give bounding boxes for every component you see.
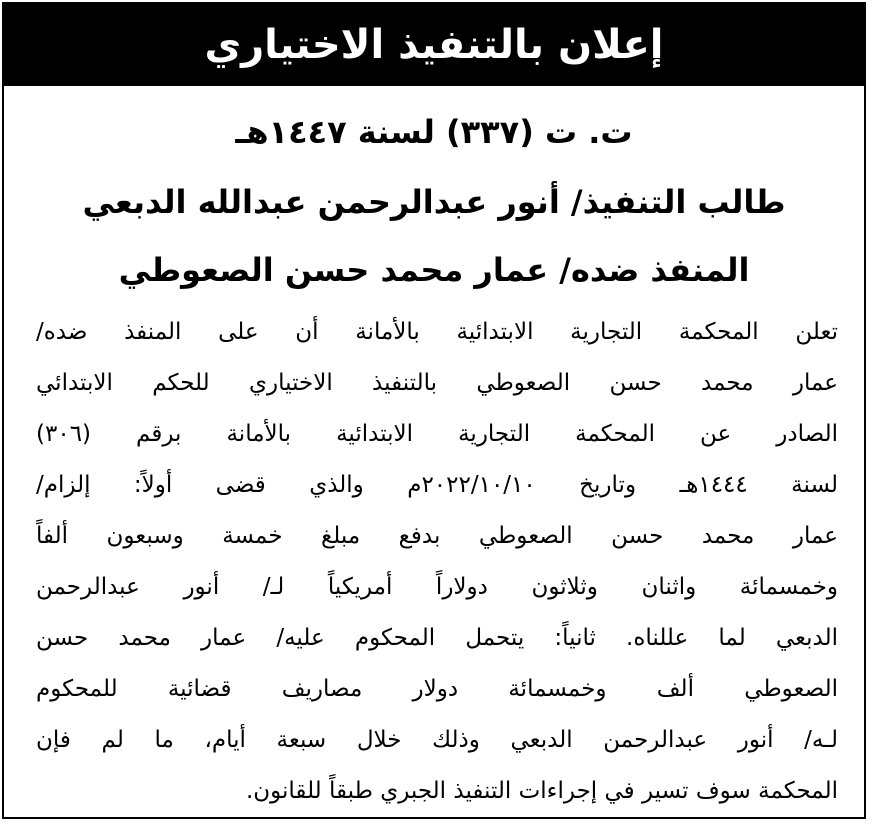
notice-title: إعلان بالتنفيذ الاختياري [204,22,664,68]
body-line: تعلن المحكمة التجارية الابتدائية بالأمانة أن على المنفذ ضده/ [36,319,838,345]
execution-respondent: المنفذ ضده/ عمار محمد حسن الصعوطي [118,251,750,289]
case-number: ت. ت (٣٣٧) لسنة ١٤٤٧هـ [235,113,633,151]
body-line: عمار محمد حسن الصعوطي بالتنفيذ الاختياري للحكم الابتدائي [36,370,838,396]
announcement-notice [2,2,866,819]
body-line: لسنة ١٤٤٤هـ وتاريخ ٢٠٢٢/١٠/١٠م والذي قضى أولاً: إلزام/ [36,472,838,498]
body-line: الصادر عن المحكمة التجارية الابتدائية بالأمانة برقم (٣٠٦) [36,421,838,447]
body-line: عمار محمد حسن الصعوطي بدفع مبلغ خمسة وسبعون ألفاً [36,523,838,549]
notice-body [36,307,838,817]
body-line: لـه/ أنور عبدالرحمن الدبعي وذلك خلال سبعة أيام، ما لم فإن [36,727,838,753]
body-line: وخمسمائة واثنان وثلاثون دولاراً أمريكياً لـ/ أنور عبدالرحمن [36,574,838,600]
body-line: المحكمة سوف تسير في إجراءات التنفيذ الجبري طبقاً للقانون. [245,778,838,804]
body-line: الدبعي لما عللناه. ثانياً: يتحمل المحكوم عليه/ عمار محمد حسن [36,625,838,651]
title-banner [4,4,864,86]
body-line: الصعوطي ألف وخمسمائة دولار مصاريف قضائية للمحكوم [36,676,838,702]
execution-claimant: طالب التنفيذ/ أنور عبدالرحمن عبدالله الدبعي [82,183,786,221]
